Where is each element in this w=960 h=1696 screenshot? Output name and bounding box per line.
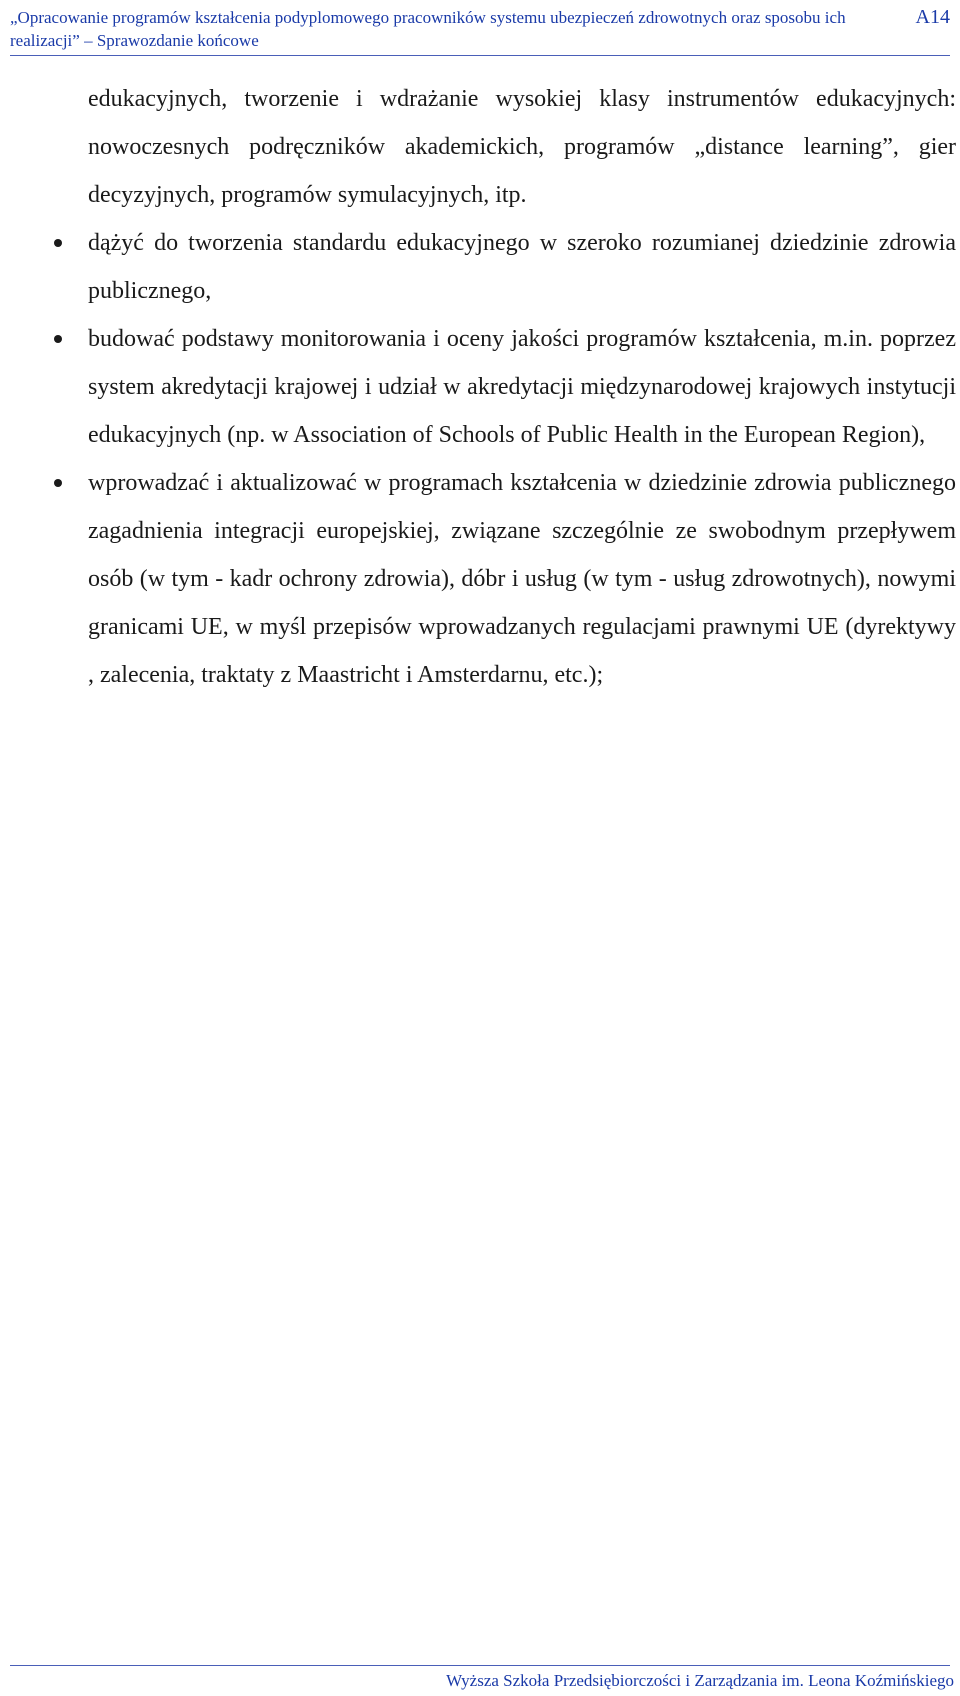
page-header — [10, 6, 950, 56]
footer-institution: Wyższa Szkoła Przedsiębiorczości i Zarządzania im. Leona Koźmińskiego — [446, 1671, 954, 1690]
footer-divider — [10, 1665, 950, 1666]
bullet-item — [88, 459, 956, 699]
header-title: „Opracowanie programów kształcenia podyplomowego pracowników systemu ubezpieczeń zdrowotnych oraz sposobu ich realizacji” – Sprawozdanie końcowe — [10, 8, 846, 50]
bullet-icon — [52, 315, 72, 363]
bullet-text: budować podstawy monitorowania i oceny jakości programów kształcenia, m.in. poprzez system akredytacji krajowej i udział w akredytacji międzynarodowej krajowych instytucji edukacyjnych (np. w Association of Schools of Public Health in the European Region), — [88, 326, 956, 448]
bullet-text: dążyć do tworzenia standardu edukacyjnego w szeroko rozumianej dziedzinie zdrowia publicznego, — [88, 230, 956, 304]
intro-paragraph: edukacyjnych, tworzenie i wdrażanie wysokiej klasy instrumentów edukacyjnych: nowoczesnych podręczników akademickich, programów „distance learning”, gier decyzyjnych, programów symulacyjnych, itp. — [88, 86, 956, 208]
body-content — [88, 75, 956, 699]
page-number: A14 — [915, 6, 950, 28]
bullet-icon — [52, 459, 72, 507]
bullet-item — [88, 315, 956, 459]
bullet-icon — [52, 219, 72, 267]
bullet-text: wprowadzać i aktualizować w programach kształcenia w dziedzinie zdrowia publicznego zagadnienia integracji europejskiej, związane szczególnie ze swobodnym przepływem osób (w tym - kadr ochrony zdrowia), dóbr i usług (w tym - usług zdrowotnych), nowymi granicami UE, w myśl przepisów wprowadzanych regulacjami prawnymi UE (dyrektywy , zalecenia, traktaty z Maastricht i Amsterdarnu, etc.); — [88, 470, 956, 688]
bullet-item — [88, 219, 956, 315]
header-divider — [10, 55, 950, 56]
